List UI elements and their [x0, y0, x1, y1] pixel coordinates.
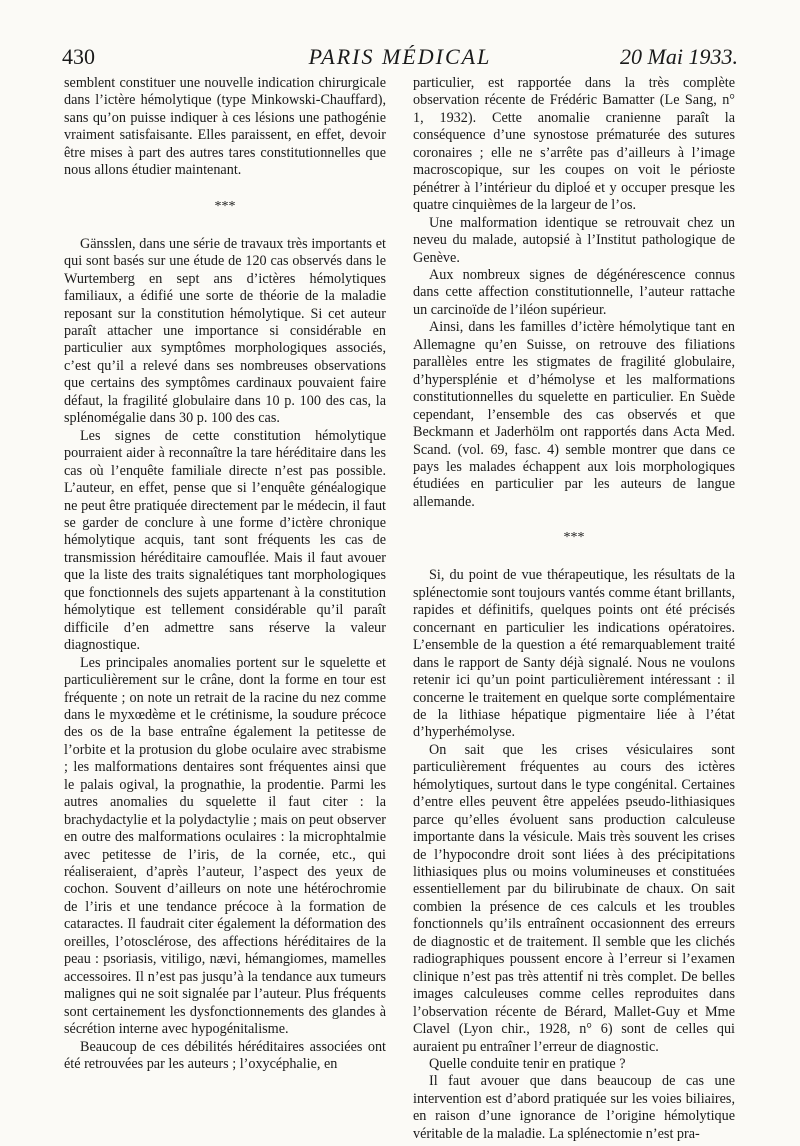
separator-asterisms: *** — [563, 530, 585, 546]
paragraph: Les signes de cette constitution hémolytique pourraient aider à reconnaître la tare héréditaire dans les cas où l’enquête familiale directe n’est pas possible. L’auteur, en effet, pense que si l’enquête généalogique ne peut être pratiquée directement par le médecin, il faut se garder de conclure à une forme d’ictère chronique hémolytique acquis, tant sont fréquents les cas de transmission héréditaire camouflée. Mais il faut avouer que la liste des traits signalétiques tant morphologiques que fonctionnels des sujets appartenant à la constitution hémolytique est tellement considérable qu’il paraît difficile d’en admettre sans réserve la valeur diagnostique. — [64, 427, 386, 654]
paragraph: Ainsi, dans les familles d’ictère hémolytique tant en Allemagne qu’en Suisse, on retrouve des filiations parallèles entre les stigmates de fragilité globulaire, d’hypersplénie et d’hémolyse et les malformations constitutionnelles du squelette en particulier. En Suède cependant, l’ensemble des cas observés et que Beckmann et Jaderhölm ont rapportés dans Acta Med. Scand. (vol. 69, fasc. 4) semble montrer que dans ce pays les malades échappent aux lois morphologiques étudiées en particulier par les auteurs de langue allemande. — [413, 319, 735, 510]
page-header — [62, 44, 738, 74]
paragraph: Les principales anomalies portent sur le squelette et particulièrement sur le crâne, dont la forme en tour est fréquente ; on note un retrait de la racine du nez comme dans le myxœdème et le crétinisme, la soudure précoce des os de la base entraîne également la petitesse de l’orbite et la protusion du globe oculaire avec strabisme ; les malformations dentaires sont fréquentes ainsi que le palais ogival, la prognathie, la prodentie. Parmi les autres anomalies du squelette il faut citer : la brachydactylie et la polydactylie ; mais on peut observer en outre des malformations oculaires : la microphtalmie avec petitesse de l’iris, de la cornée, etc., qui réaliseraient, d’après l’auteur, l’aspect des yeux de cochon. Souvent d’ailleurs on note une hétérochromie de l’iris et une tendance précoce à la formation de cataractes. Il faudrait citer également la déformation des oreilles, l’otosclérose, des affections héréditaires de la peau : psoriasis, vitiligo, nævi, hémangiomes, mamelles accessoires. Il n’est pas jusqu’à la tendance aux tumeurs malignes qui ne soit signalée par l’auteur. Plus fréquents sont certainement les dysfonctionnements des glandes à sécrétion interne avec hypogénitalisme. — [64, 654, 386, 1038]
paragraph: Si, du point de vue thérapeutique, les résultats de la splénectomie sont toujours vantés comme étant brillants, rapides et définitifs, quelques points ont été précisés concernant en particulier les indications opératoires. L’ensemble de la question a été remarquablement traité dans le rapport de Santy déjà signalé. Nous ne voulons retenir ici qu’un point particulièrement intéressant : il concerne le traitement en quelque sorte complémentaire de la lithiase hépatique pigmentaire liée à l’état d’hyperhémolyse. — [413, 567, 735, 741]
paragraph: Beaucoup de ces débilités héréditaires associées ont été retrouvées par les auteurs ; l’oxycéphalie, en — [64, 1038, 386, 1073]
paragraph: Une malformation identique se retrouvait chez un neveu du malade, autopsié à l’Institut pathologique de Genève. — [413, 214, 735, 266]
paragraph: semblent constituer une nouvelle indication chirurgicale dans l’ictère hémolytique (type Minkowski-Chauffard), sans qu’on puisse indiquer à ces lésions une pathogénie vraiment satisfaisante. Elles paraissent, en effet, devoir être mises à part des autres tares constitutionnelles que nous allons étudier maintenant. — [64, 75, 386, 179]
paragraph: Aux nombreux signes de dégénérescence connus dans cette affection constitutionnelle, l’auteur rattache un carcinoïde de l’iléon supérieur. — [413, 266, 735, 318]
right-column — [413, 75, 735, 1143]
paragraph: On sait que les crises vésiculaires sont particulièrement fréquentes au cours des ictères hémolytiques, surtout dans le type congénital. Certaines d’entre elles peuvent être appelées pseudo-lithiasiques parce qu’elles évoluent sans production calculeuse importante dans la vésicule. Mais très souvent les crises de l’hypocondre droit sont liées à des précipitations lithiasiques plus ou moins volumineuses et constituées essentiellement par du bilirubinate de chaux. On sait combien la présence de ces calculs et les troubles fonctionnels qu’ils entraînent occasionnent des erreurs de diagnostic et de traitement. Il semble que les clichés radiographiques poussent encore à l’erreur si l’examen clinique n’est pas très attentif ni très complet. De belles images calculeuses comme celles reproduites dans l’observation récente de Bérard, Mallet-Guy et Mme Clavel (Lyon chir., 1928, n° 6) sont de celles qui auraient pu entraîner l’erreur de diagnostic. — [413, 741, 735, 1055]
section-separator — [413, 531, 735, 545]
page-number: 430 — [62, 44, 95, 69]
paragraph: Quelle conduite tenir en pratique ? — [429, 1056, 626, 1073]
paragraph: Il faut avouer que dans beaucoup de cas une intervention est d’abord pratiquée sur les voies biliaires, en raison d’une ignorance de l’origine hémolytique véritable de la maladie. La splénectomie n’est pra- — [413, 1073, 735, 1142]
left-column — [64, 75, 386, 1073]
paragraph: particulier, est rapportée dans la très complète observation récente de Frédéric Bamatter (Le Sang, n° 1, 1932). Cette anomalie cranienne paraît la conséquence d’une synostose prématurée des sutures coronaires ; elle ne s’arrête pas d’ailleurs à l’image macroscopique, sur les coupes on voit le périoste pénétrer à l’intérieur du diploé et y occuper presque les quatre cinquièmes de la largeur de l’os. — [413, 75, 735, 214]
separator-asterisms: *** — [214, 198, 236, 214]
section-separator — [64, 200, 386, 214]
issue-date: 20 Mai 1933. — [620, 44, 738, 69]
journal-title: PARIS MÉDICAL — [308, 44, 492, 69]
paragraph: Gänsslen, dans une série de travaux très importants et qui sont basés sur une étude de 120 cas observés dans le Wurtemberg en sept ans d’ictères hémolytiques familiaux, a édifié une sorte de théorie de la maladie reposant sur la constitution hémolytique. Si cet auteur paraît attacher une importance si considérable en particulier aux symptômes morphologiques associés, c’est qu’il a relevé dans ses nombreuses observations que certains des symptômes cardinaux pouvaient faire défaut, la fragilité globulaire dans 10 p. 100 des cas, la splénomégalie dans 30 p. 100 des cas. — [64, 235, 386, 427]
